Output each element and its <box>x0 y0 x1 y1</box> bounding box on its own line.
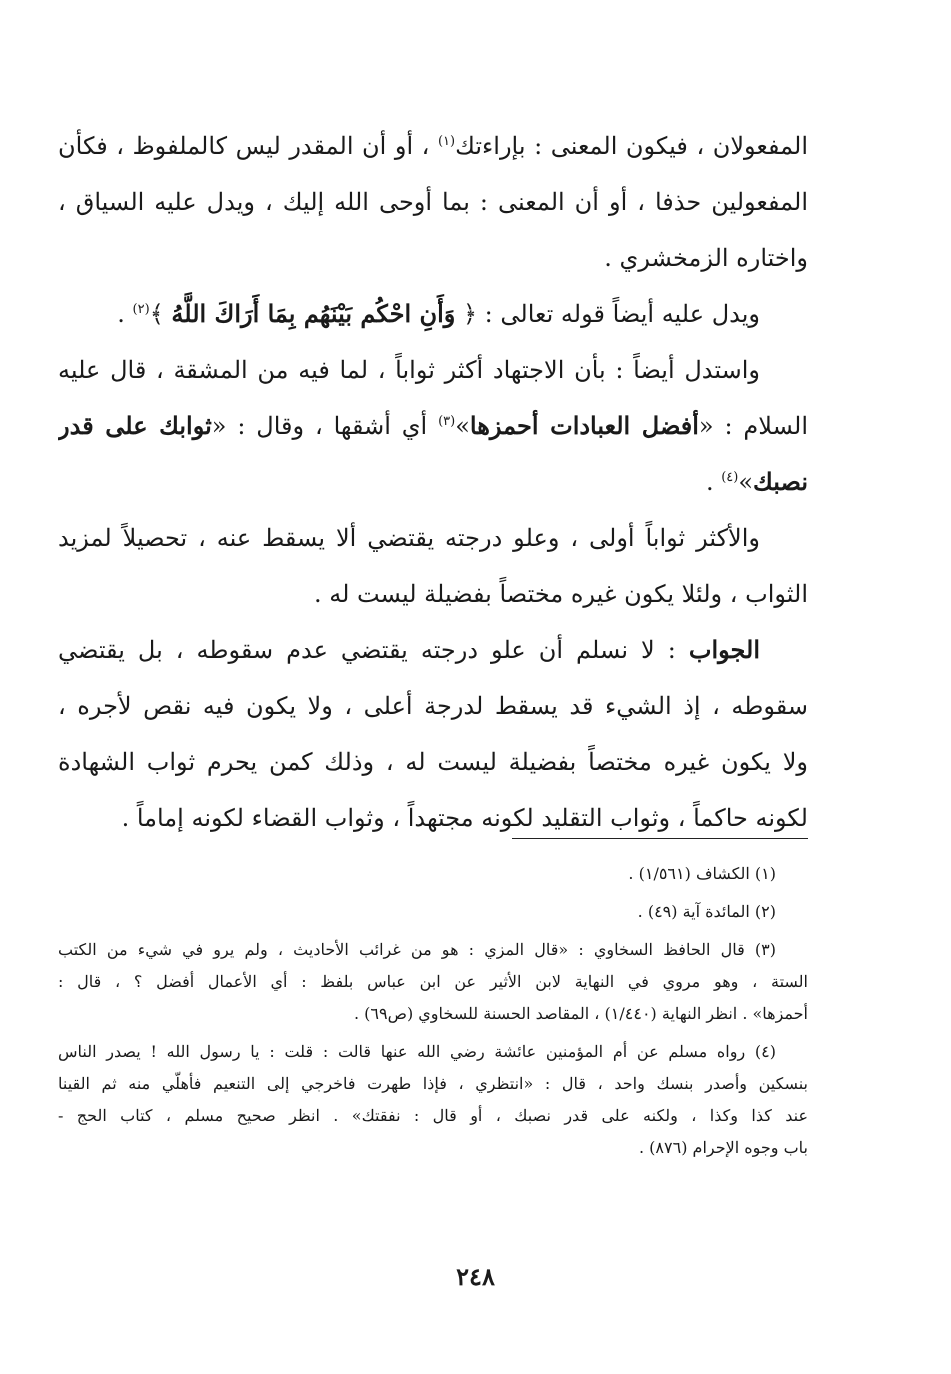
text-run: السلام : « <box>698 412 808 440</box>
text-run: . <box>705 468 722 496</box>
text-run: (٢) المائدة آية (٤٩) . <box>637 902 776 921</box>
text-run: واستدل أيضاً : بأن الاجتهاد أكثر ثواباً ، لما فيه من المشقة ، قال عليه <box>58 356 760 384</box>
hadith-quote: نصبك <box>753 467 808 496</box>
footnote-line: باب وجوه الإحرام (٨٧٦) . <box>639 1138 808 1157</box>
footnote-line <box>58 934 808 966</box>
paragraph-2 <box>58 286 808 342</box>
paragraph-3 <box>58 342 808 510</box>
text-line <box>58 342 808 398</box>
footnote-line <box>58 896 808 928</box>
footnote-ref: (٣) <box>438 414 456 429</box>
footnote-ref: (٤) <box>721 470 739 485</box>
footnote-2 <box>58 896 808 928</box>
text-run: والأكثر ثواباً أولى ، وعلو درجته يقتضي ألا يسقط عنه ، تحصيلاً لمزيد <box>58 524 760 552</box>
text-run: (٣) قال الحافظ السخاوي : «قال المزي : هو من غرائب الأحاديث ، ولم يرو في شيء من الكتب <box>58 940 776 959</box>
text-line <box>58 622 808 678</box>
footnote-separator <box>512 838 808 839</box>
text-run: » <box>455 412 470 440</box>
footnote-ref: (١) <box>437 134 456 149</box>
page-number: ٢٤٨ <box>456 1262 495 1291</box>
footnote-3 <box>58 934 808 1030</box>
text-line: ولا يكون غيره مختصاً بفضيلة ليست له ، وذلك كمن يحرم ثواب الشهادة <box>58 748 808 776</box>
footnote-line: أحمزها» . انظر النهاية (١/٤٤٠) ، المقاصد الحسنة للسخاوي (ص٦٩) . <box>353 1004 808 1023</box>
text-line: واختاره الزمخشري . <box>604 244 808 272</box>
text-run: المفعولان ، فيكون المعنى : بإراءتك <box>455 132 808 160</box>
text-line <box>58 398 808 454</box>
text-run: . <box>117 300 133 328</box>
text-run: ، أو أن المقدر ليس كالملفوظ ، فكأن <box>58 132 438 160</box>
footnote-line <box>58 1036 808 1068</box>
paragraph-4 <box>58 510 808 622</box>
footnote-line: بنسكين وأصدر بنسك واحد ، قال : «انتظري ، فإذا طهرت فاخرجي إلى التنعيم فأهلّي منه ثم القينا <box>58 1074 808 1093</box>
quran-verse: وَأَنِ احْكُم بَيْنَهُم بِمَا أَرَاكَ اللَّهُ <box>171 299 456 328</box>
text-line: لكونه حاكماً ، وثواب التقليد لكونه مجتهداً ، وثواب القضاء لكونه إماماً . <box>121 804 808 832</box>
footnote-4 <box>58 1036 808 1164</box>
hadith-quote: أفضل العبادات أحمزها <box>469 411 699 440</box>
text-run: » <box>738 468 754 496</box>
text-line: الثواب ، ولئلا يكون غيره مختصاً بفضيلة ليست له . <box>313 580 808 608</box>
text-line <box>58 286 808 342</box>
footnote-ref: (٢) <box>132 302 150 317</box>
text-run: ويدل عليه أيضاً قوله تعالى : ﴿ <box>455 300 760 328</box>
text-line <box>58 510 808 566</box>
footnote-line: الستة ، وهو مروي في النهاية لابن الأثير عن ابن عباس بلفظ : أي الأعمال أفضل ؟ ، قال : <box>58 972 808 991</box>
answer-label: الجواب <box>688 635 760 664</box>
text-line: سقوطه ، إذ الشيء قد يسقط لدرجة أعلى ، ولا يكون فيه نقص لأجره ، <box>58 692 808 720</box>
text-line <box>58 118 808 174</box>
text-run: (٤) رواه مسلم عن أم المؤمنين عائشة رضي الله عنها قالت : قلت : يا رسول الله ! يصدر الناس <box>58 1042 776 1061</box>
footnote-line: عند كذا وكذا ، ولكنه على قدر نصبك ، أو قال : نفقتك» . انظر صحيح مسلم ، كتاب الحج - <box>58 1106 808 1125</box>
footnote-1 <box>58 858 808 890</box>
hadith-quote: ثوابك على قدر <box>58 411 212 440</box>
paragraph-5 <box>58 622 808 846</box>
text-run: أي أشقها ، وقال : « <box>211 412 439 440</box>
text-run: : لا نسلم أن علو درجته يقتضي عدم سقوطه ، بل يقتضي <box>58 636 689 664</box>
footnotes <box>58 858 808 1170</box>
paragraph-1 <box>58 118 808 286</box>
main-text <box>58 118 808 846</box>
text-run: ﴾ <box>149 300 172 328</box>
text-line <box>58 454 808 510</box>
text-line: المفعولين حذفا ، أو أن المعنى : بما أوحى الله إليك ، ويدل عليه السياق ، <box>58 188 808 216</box>
footnote-line <box>58 858 808 890</box>
text-run: (١) الكشاف (١/٥٦١) . <box>628 864 776 883</box>
